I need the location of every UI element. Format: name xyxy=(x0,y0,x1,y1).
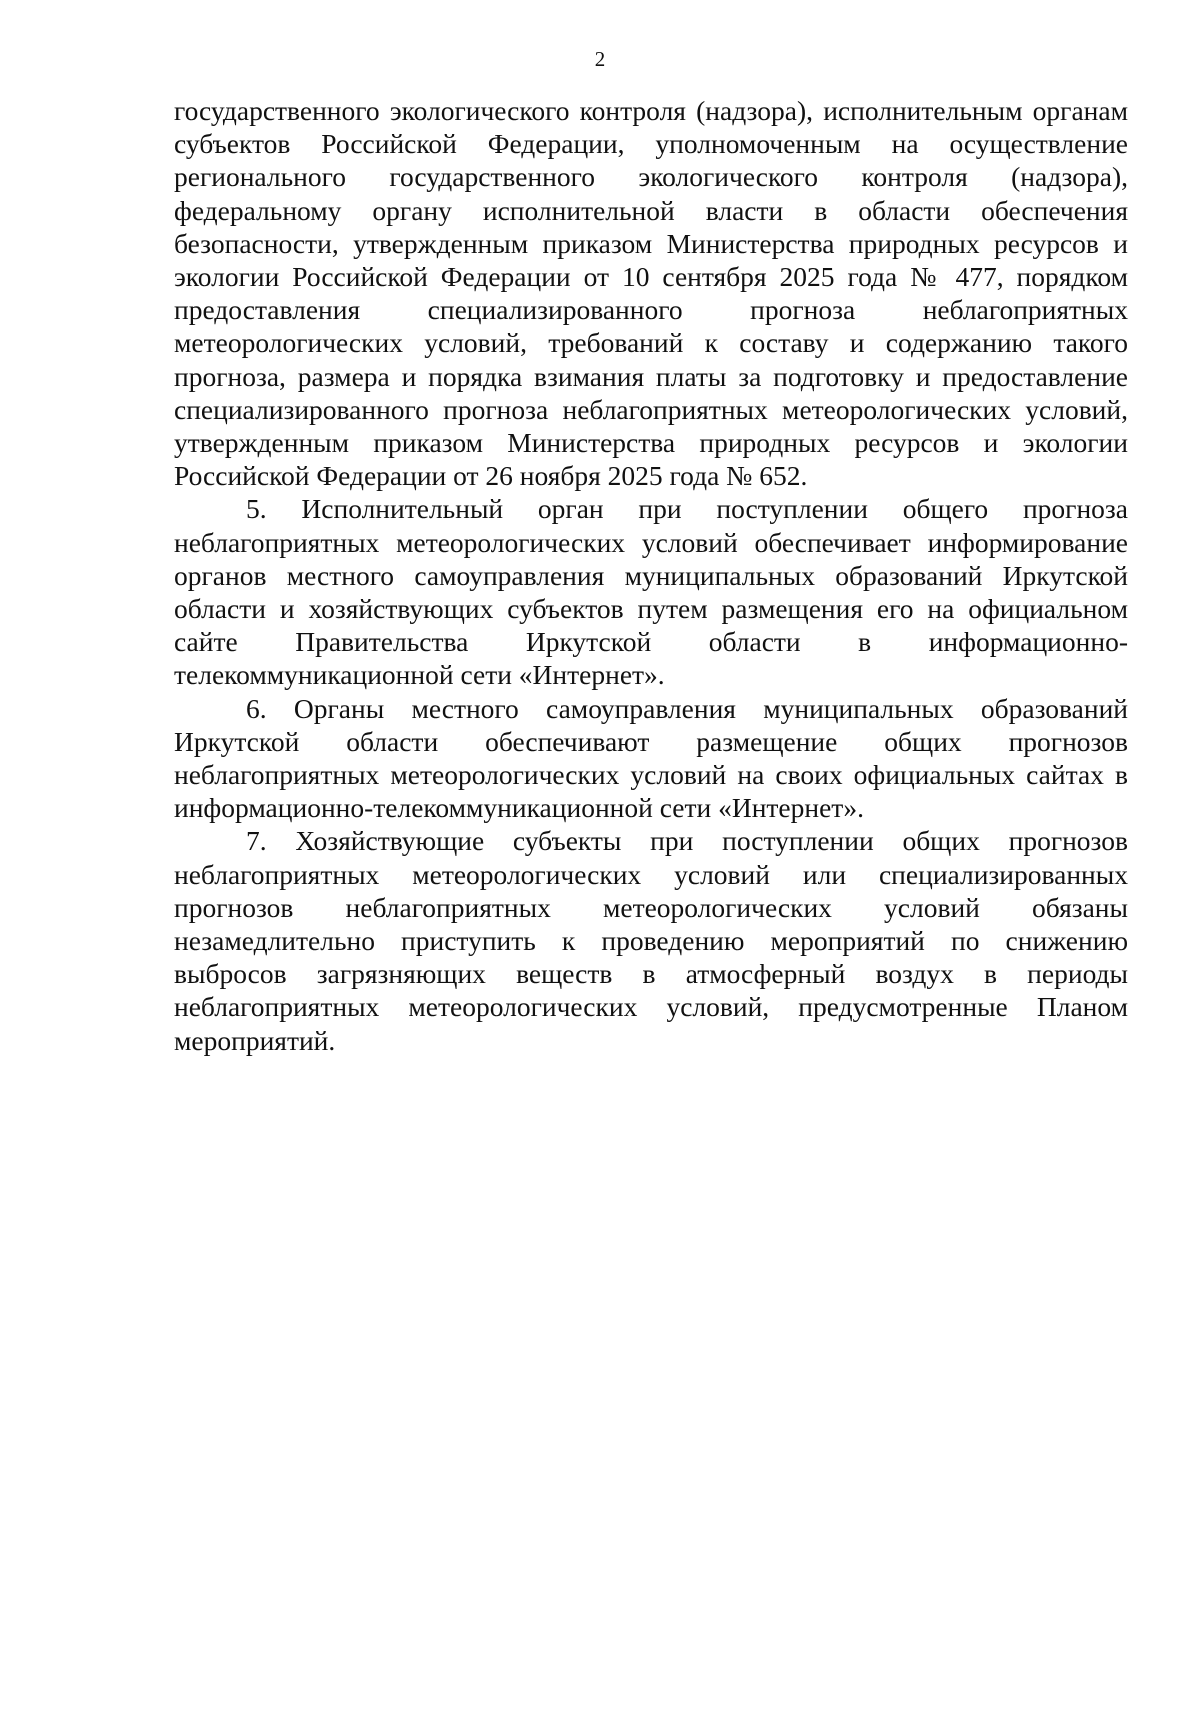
document-body xyxy=(174,94,1128,1057)
paragraph-item-7: 7. Хозяйствующие субъекты при поступлении общих прогнозов неблагоприятных метеорологических условий или специализированных прогнозов неблагоприятных метеорологических условий обязаны незамедлительно приступить к проведению мероприятий по снижению выбросов загрязняющих веществ в атмосферный воздух в периоды неблагоприятных метеорологических условий, предусмотренные Планом мероприятий. xyxy=(174,825,1128,1056)
paragraph-continuation: государственного экологического контроля (надзора), исполнительным органам субъектов Российской Федерации, уполномоченным на осуществление регионального государственного экологического контроля (надзора), федеральному органу исполнительной власти в области обеспечения безопасности, утвержденным приказом Министерства природных ресурсов и экологии Российской Федерации от 10 сентября 2025 года № 477, порядком предоставления специализированного прогноза неблагоприятных метеорологических условий, требований к составу и содержанию такого прогноза, размера и порядка взимания платы за подготовку и предоставление специализированного прогноза неблагоприятных метеорологических условий, утвержденным приказом Министерства природных ресурсов и экологии Российской Федерации от 26 ноября 2025 года № 652. xyxy=(174,95,1128,492)
page-number: 2 xyxy=(594,47,606,71)
paragraph-item-5: 5. Исполнительный орган при поступлении общего прогноза неблагоприятных метеорологических условий обеспечивает информирование органов местного самоуправления муниципальных образований Иркутской области и хозяйствующих субъектов путем размещения его на официальном сайте Правительства Иркутской области в информационно-телекоммуникационной сети «Интернет». xyxy=(174,493,1128,691)
paragraph-item-6: 6. Органы местного самоуправления муниципальных образований Иркутской области обеспечивают размещение общих прогнозов неблагоприятных метеорологических условий на своих официальных сайтах в информационно-телекоммуникационной сети «Интернет». xyxy=(174,692,1128,824)
